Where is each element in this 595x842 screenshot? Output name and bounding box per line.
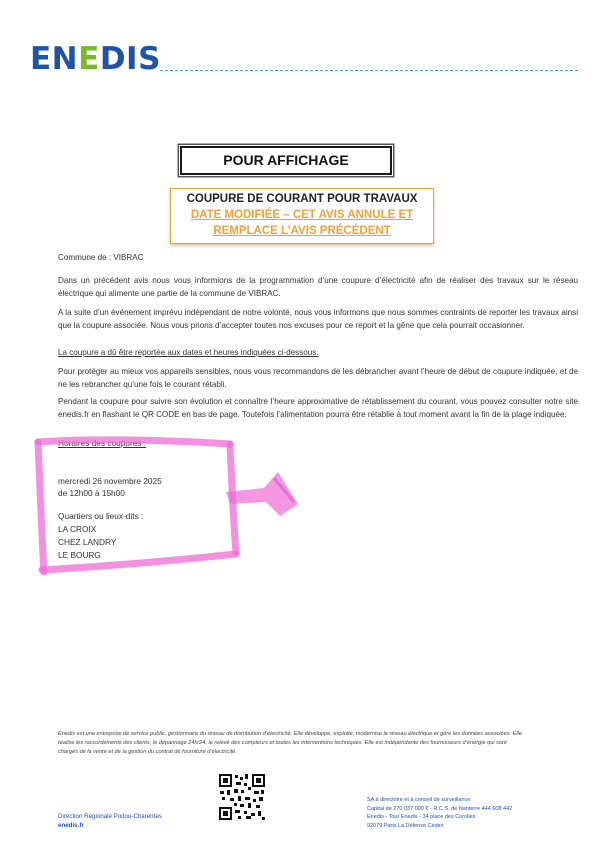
- paragraph-5: Pendant la coupure pour suivre son évolution et connaître l’heure approximative de rétablissement du courant, vous pouvez consulter notre site enedis.fr en flashant le QR CODE en bas de page. Toutefois l’alimentation pourra être rétablie à tout moment avant la fin de la plage indiquée.: [58, 397, 578, 419]
- enedis-logo: [30, 41, 161, 77]
- logo-text-en: EN: [30, 41, 79, 77]
- footer-direction: Direction Régionale Poitou-Charentes: [58, 813, 162, 820]
- place-item: LA CROIX: [58, 524, 97, 534]
- highlighter-marks: [30, 430, 310, 585]
- qr-code-icon[interactable]: [218, 773, 266, 821]
- subtitle-line-2: DATE MODIFIÉE – CET AVIS ANNULE ET: [190, 209, 414, 221]
- paragraph-3: La coupure a dû être reportée aux dates et heures indiquées ci-dessous.: [58, 348, 319, 357]
- footer-address-2: 92079 Paris La Défense Cedex: [367, 823, 444, 830]
- subtitle-line-1: COUPURE DE COURANT POUR TRAVAUX: [186, 193, 418, 205]
- schedule-date: mercredi 26 novembre 2025: [58, 476, 162, 486]
- schedule-hours: de 12h00 à 15h00: [58, 488, 125, 498]
- logo-text-e: E: [78, 41, 100, 77]
- paragraph-2: A la suite d’un événement imprévu indépendant de notre volonté, nous vous informons que nous sommes contraints de reporter les travaux ainsi que la coupure associée. Nous vous prions d’accepter toutes nos excuses pour ce report et la gêne que cela pourrait occasionner.: [58, 308, 578, 330]
- paragraph-4: Pour protéger au mieux vos appareils sensibles, nous vous recommandons de les débrancher avant l’heure de début de coupure indiquée, et de ne les rebrancher qu’une fois le courant rétabli.: [58, 367, 578, 389]
- footer-address-1: Enedis - Tour Enedis - 34 place des Corolles: [367, 814, 476, 821]
- footer-left: [58, 812, 162, 830]
- place-item: LE BOURG: [58, 550, 101, 560]
- subtitle-line-3: REMPLACE L’AVIS PRÉCÉDENT: [213, 225, 391, 237]
- header-dashed-line: [160, 70, 578, 71]
- footer-company-type: SA à directoire et à conseil de surveillance: [367, 797, 471, 803]
- subtitle-box: [170, 188, 434, 244]
- commune-line: Commune de : VIBRAC: [58, 253, 144, 262]
- footer-capital: Capital de 270 037 000 € - R.C.S. de Nanterre 444 608 442: [367, 805, 513, 812]
- logo-text-dis: DIS: [99, 41, 161, 77]
- footer-website-link[interactable]: enedis.fr: [58, 822, 84, 829]
- paragraph-1: Dans un précédent avis nous vous informions de la programmation d’une coupure d’électricité afin de réaliser des travaux sur le réseau électrique qui alimente une partie de la commune de VIBRAC.: [58, 276, 578, 298]
- legal-notice: Enedis est une entreprise de service public, gestionnaire du réseau de distribution d’électricité. Elle développe, exploite, modernise le réseau électrique et gère les données associées. Elle réalise les raccordements des clients, le dépannage 24h/24, le relevé des compteurs et toutes les interventions techniques. Elle est indépendante des fournisseurs d’énergie qui sont chargés de la vente et de la gestion du contrat de fourniture d’électricité.: [58, 731, 522, 755]
- page-title: POUR AFFICHAGE: [223, 152, 349, 168]
- title-box: [180, 146, 392, 175]
- place-item: CHEZ LANDRY: [58, 537, 117, 547]
- schedule-heading: Horaires des coupures :: [58, 438, 147, 448]
- places-heading: Quartiers ou lieux-dits :: [58, 511, 144, 521]
- footer-right: [367, 796, 512, 831]
